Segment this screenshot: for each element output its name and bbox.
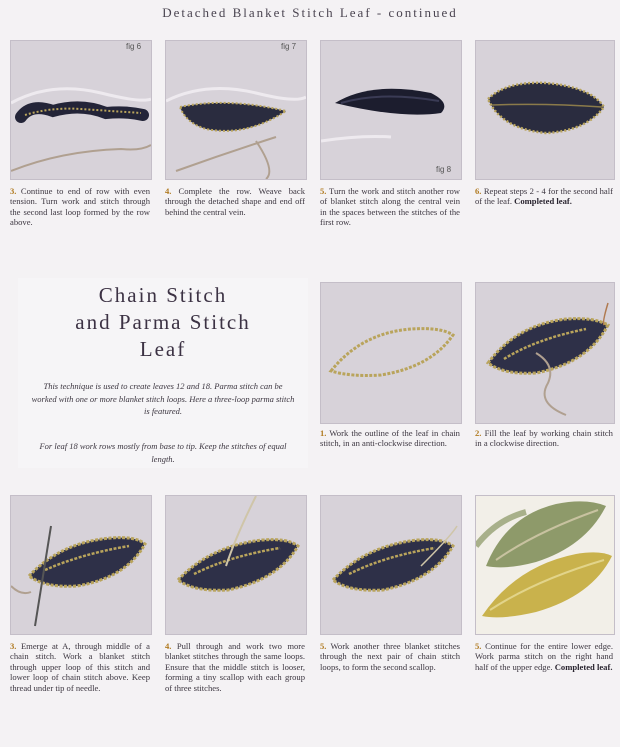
step-photo-parma-4: [165, 495, 307, 635]
fig-tag: fig 8: [436, 165, 452, 174]
step-photo-2: [475, 282, 615, 424]
step-caption: 4. Pull through and work two more blanket stitches through the same loops. Ensure that the middle stitch is looser, forming a tiny scallop with each group of three stitches.: [165, 641, 305, 693]
step-caption: 1. Work the outline of the leaf in chain stitch, in an anti-clockwise direction.: [320, 428, 460, 449]
step-photo-5: [320, 40, 462, 180]
step-caption: 4. Complete the row. Weave back through the detached shape and end off behind the central vein.: [165, 186, 305, 217]
step-caption: 5. Work another three blanket stitches through the next pair of chain stitch loops, to form the second scallop.: [320, 641, 460, 672]
step-caption: 3. Emerge at A, through middle of a chain stitch. Work a blanket stitch through upper loop of this stitch and lower loop of chain stitch above. Keep thread under tip of needle.: [10, 641, 150, 693]
page-header: Detached Blanket Stitch Leaf - continued: [162, 5, 458, 20]
step-caption: 5. Turn the work and stitch another row of blanket stitch along the central vein in the spaces between the stitches of the first row.: [320, 186, 460, 228]
step-photo-3: [10, 40, 152, 180]
step-photo-parma-5: [320, 495, 462, 635]
step-caption: 2. Fill the leaf by working chain stitch in a clockwise direction.: [475, 428, 613, 449]
intro-paragraph: For leaf 18 work rows mostly from base to tip. Keep the stitches of equal length.: [39, 441, 287, 464]
step-caption: 5. Continue for the entire lower edge. Work parma stitch on the right hand half of the upper edge. Completed leaf.: [475, 641, 613, 672]
step-photo-4: [165, 40, 307, 180]
step-photo-completed: [475, 495, 615, 635]
step-photo-parma-3: [10, 495, 152, 635]
step-photo-1: [320, 282, 462, 424]
step-caption: 6. Repeat steps 2 - 4 for the second half of the leaf. Completed leaf.: [475, 186, 613, 207]
fig-tag: fig 6: [126, 42, 142, 51]
fig-tag: fig 7: [281, 42, 297, 51]
step-photo-6: [475, 40, 615, 180]
section-title: Chain Stitch and Parma Stitch Leaf: [75, 283, 251, 361]
intro-paragraph: This technique is used to create leaves 12 and 18. Parma stitch can be worked with one or more blanket stitch loops. Here a three-loop parma stitch is featured.: [31, 381, 295, 417]
step-caption: 3. Continue to end of row with even tension. Turn work and stitch through the second last loop formed by the row above.: [10, 186, 150, 228]
